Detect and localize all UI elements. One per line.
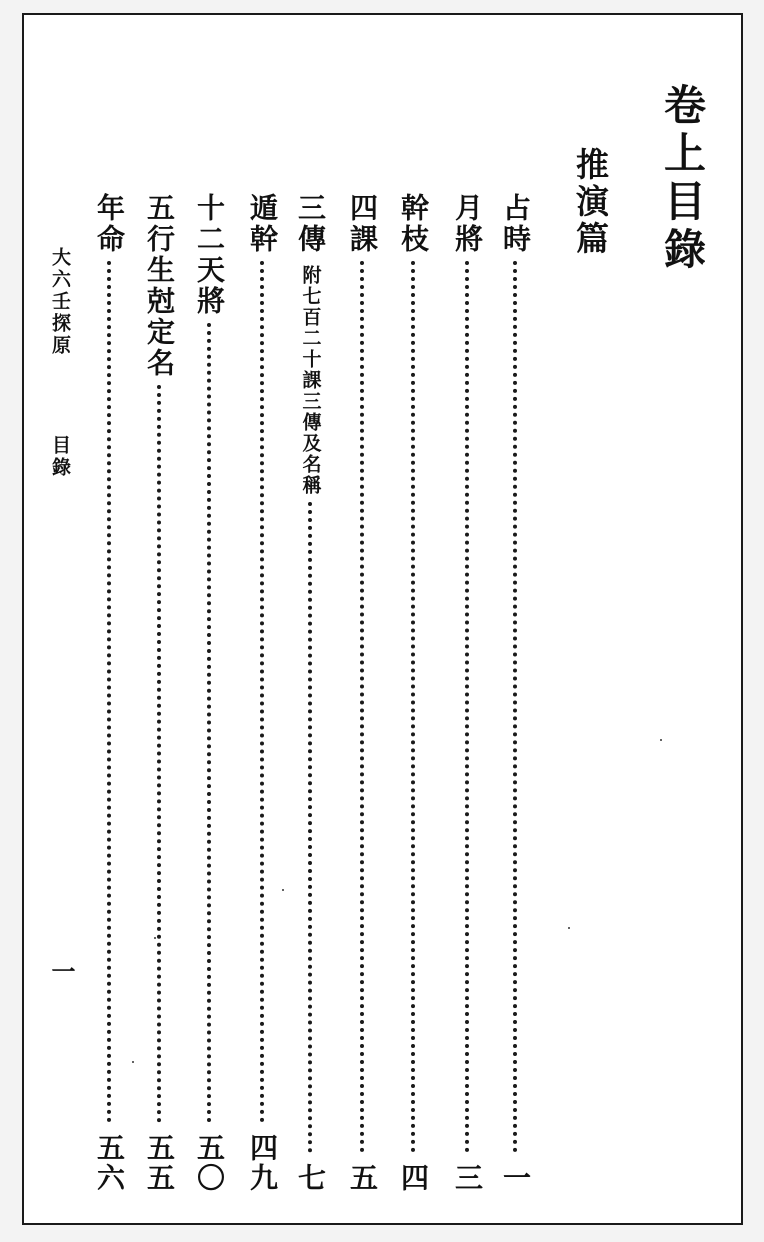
dot-leader [107,261,111,1123]
toc-entry-page: 五〇 [193,1133,226,1193]
scan-speck [282,889,284,891]
toc-entry-page: 三 [451,1163,484,1193]
toc-entry [397,193,430,1193]
toc-entry [346,193,379,1193]
toc-entry-label: 年命 [93,193,126,255]
document-page [22,13,743,1225]
toc-entry-label: 五行生尅定名 [143,193,176,379]
margin-section-label: 目錄 [49,435,71,479]
toc-entry-page: 五 [346,1163,379,1193]
margin-book-title-column [50,247,69,357]
toc-entry-page: 五五 [143,1133,176,1193]
dot-leader [411,261,415,1153]
dot-leader [360,261,364,1153]
section-title-column [571,147,610,258]
toc-entry-label: 三傳 [294,193,327,255]
toc-entry [93,193,126,1193]
toc-entry [294,193,327,1193]
toc-entry-label: 月將 [451,193,484,255]
toc-entry-page: 七 [294,1163,327,1193]
margin-section-column [50,435,69,479]
toc-entry-label: 占時 [499,193,532,255]
toc-entry [143,193,176,1193]
toc-entry-page: 四九 [246,1133,279,1193]
margin-book-title: 大六壬探原 [49,247,71,357]
volume-title: 卷上目錄 [658,83,707,275]
margin-page-column [47,959,76,983]
section-title: 推演篇 [571,147,610,258]
toc-entry [451,193,484,1193]
toc-entry-page: 五六 [93,1133,126,1193]
scan-speck [568,927,570,929]
dot-leader [308,502,312,1153]
scan-speck [154,937,156,939]
margin-page-number: 一 [47,959,76,983]
toc-entry-label: 四課 [346,193,379,255]
toc-entry-page: 一 [499,1163,532,1193]
toc-entry-label: 幹枝 [397,193,430,255]
toc-entry-note: 附七百二十課三傳及名稱 [299,265,322,496]
dot-leader [207,323,211,1123]
dot-leader [513,261,517,1153]
toc-entry [193,193,226,1193]
toc-entry-label: 十二天將 [193,193,226,317]
scan-speck [660,739,662,741]
toc-entry-label: 遁幹 [246,193,279,255]
toc-entry [499,193,532,1193]
dot-leader [260,261,264,1123]
scan-speck [132,1061,134,1063]
volume-title-column [658,83,707,275]
toc-entry-page: 四 [397,1163,430,1193]
toc-entry [246,193,279,1193]
dot-leader [465,261,469,1153]
dot-leader [157,385,161,1123]
